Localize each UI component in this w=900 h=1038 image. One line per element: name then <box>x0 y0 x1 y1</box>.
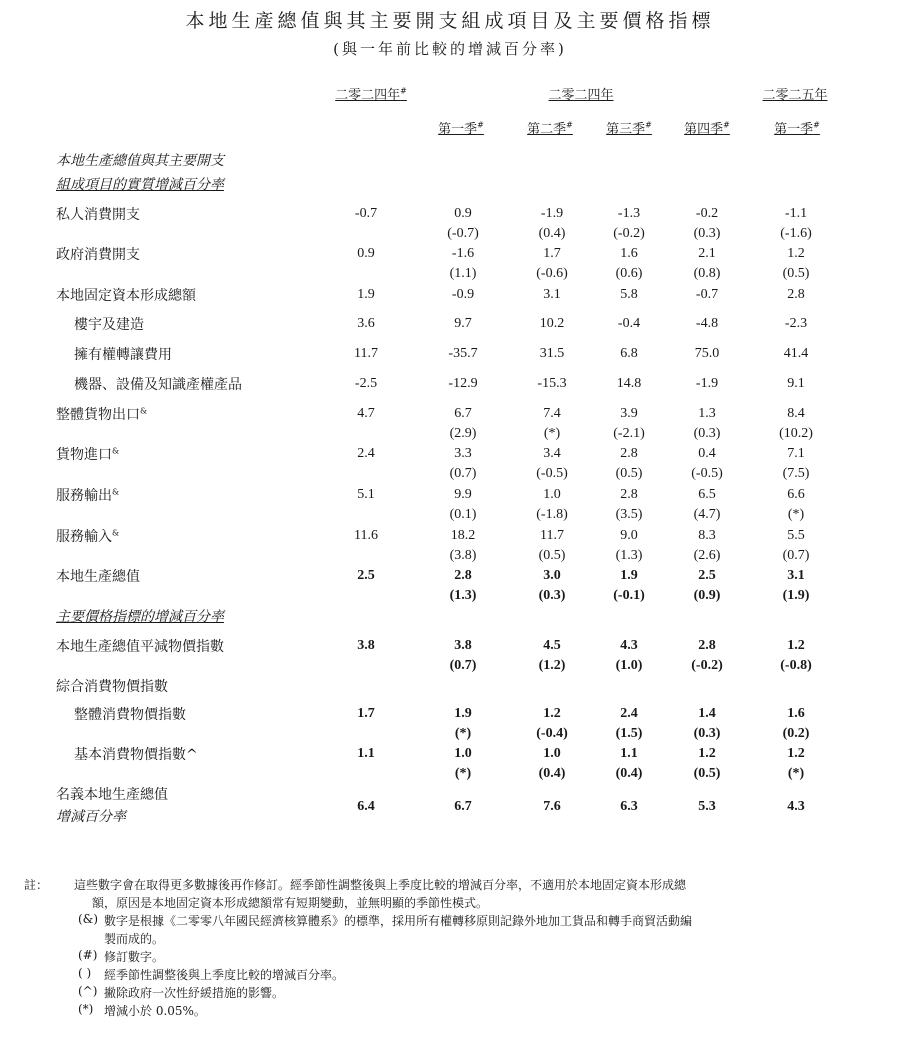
cell-quarter: 6.7 <box>454 799 472 814</box>
cell-qoq: (0.1) <box>449 507 477 522</box>
cell-quarter: -1.3 <box>617 206 641 221</box>
note-star: 增減小於 0.05%。 <box>104 1004 206 1018</box>
cell-quarter: 10.2 <box>539 316 565 331</box>
cell-qoq: (1.0) <box>615 658 643 673</box>
cell-qoq: (-0.7) <box>447 226 479 241</box>
cell-qoq: (2.6) <box>693 548 721 563</box>
cell-quarter: -15.3 <box>537 376 567 391</box>
cell-quarter: 2.8 <box>698 638 716 653</box>
cell-qoq: (0.5) <box>693 766 721 781</box>
cell-qoq: (0.7) <box>449 658 477 673</box>
cell-quarter: 3.1 <box>543 287 561 302</box>
cell-annual: 3.8 <box>357 638 375 653</box>
cell-quarter: 9.9 <box>454 487 472 502</box>
cell-quarter: 9.0 <box>620 528 638 543</box>
notes-heading: 註： <box>24 878 49 892</box>
cell-qoq: (3.5) <box>615 507 643 522</box>
cell-quarter: 1.6 <box>787 706 805 721</box>
cell-quarter: -1.6 <box>451 246 475 261</box>
cell-qoq: (*) <box>454 766 472 781</box>
cell-quarter: 2.8 <box>787 287 805 302</box>
cell-qoq: (-0.5) <box>536 466 568 481</box>
row-label-gdp-deflator: 本地生產總值平減物價指數 <box>56 639 224 655</box>
cell-qoq: (3.8) <box>449 548 477 563</box>
header-q4-2024: 第四季# <box>684 120 730 137</box>
note-hash: 修訂數字。 <box>104 950 165 964</box>
cell-quarter: -4.8 <box>695 316 719 331</box>
row-label-building-construction: 樓宇及建造 <box>74 317 144 333</box>
cell-quarter: 6.3 <box>620 799 638 814</box>
cell-annual: 6.4 <box>357 799 375 814</box>
cell-qoq: (-0.6) <box>536 266 568 281</box>
cell-quarter: 1.9 <box>620 568 638 583</box>
cell-quarter: 6.5 <box>698 487 716 502</box>
header-q2-2024: 第二季# <box>527 120 573 137</box>
note-amp-line2: 製而成的。 <box>104 932 165 946</box>
cell-quarter: 3.9 <box>620 406 638 421</box>
note-revision-line1: 這些數字會在取得更多數據後再作修訂。經季節性調整後與上季度比較的增減百分率，不適用於本地固定資本形成總 <box>74 878 687 892</box>
cell-quarter: 2.5 <box>698 568 716 583</box>
cell-qoq: (1.3) <box>615 548 643 563</box>
cell-quarter: -35.7 <box>448 346 478 361</box>
cell-quarter: 41.4 <box>783 346 809 361</box>
header-q1-2024: 第一季# <box>438 120 484 137</box>
cell-quarter: 1.2 <box>787 638 805 653</box>
cell-qoq: (-0.2) <box>691 658 723 673</box>
row-label-composite-cpi: 綜合消費物價指數 <box>56 679 168 695</box>
cell-quarter: 4.3 <box>620 638 638 653</box>
note-amp-line1: 數字是根據《二零零八年國民經濟核算體系》的標準，採用所有權轉移原則記錄外地加工貨品和轉手商貿活動編 <box>104 914 693 928</box>
cell-quarter: 1.2 <box>543 706 561 721</box>
cell-quarter: -2.3 <box>784 316 808 331</box>
cell-qoq: (*) <box>787 507 805 522</box>
cell-annual: -0.7 <box>354 206 378 221</box>
row-label-gdp: 本地生產總值 <box>56 569 140 585</box>
cell-annual: 1.1 <box>357 746 375 761</box>
header-2024-annual: 二零二四年# <box>335 86 407 103</box>
cell-annual: 4.7 <box>357 406 375 421</box>
cell-quarter: 2.8 <box>620 487 638 502</box>
cell-qoq: (0.4) <box>538 766 566 781</box>
cell-qoq: (7.5) <box>782 466 810 481</box>
cell-annual: 1.7 <box>357 706 375 721</box>
header-q3-2024: 第三季# <box>606 120 652 137</box>
cell-quarter: 7.1 <box>787 446 805 461</box>
cell-quarter: 2.8 <box>620 446 638 461</box>
page-subtitle: (與一年前比較的增減百分率) <box>333 40 567 58</box>
cell-quarter: 1.1 <box>620 746 638 761</box>
cell-quarter: 7.4 <box>543 406 561 421</box>
cell-qoq: (-0.4) <box>536 726 568 741</box>
cell-annual: 3.6 <box>357 316 375 331</box>
cell-quarter: 2.1 <box>698 246 716 261</box>
cell-qoq: (0.5) <box>615 466 643 481</box>
note-paren: 經季節性調整後與上季度比較的增減百分率。 <box>104 968 345 982</box>
cell-qoq: (-0.2) <box>613 226 645 241</box>
cell-qoq: (-1.8) <box>536 507 568 522</box>
cell-annual: -2.5 <box>354 376 378 391</box>
note-amp-mark: (&) <box>78 912 99 926</box>
cell-qoq: (-1.6) <box>780 226 812 241</box>
cell-qoq: (0.4) <box>615 766 643 781</box>
cell-qoq: (1.9) <box>782 588 810 603</box>
row-label-goods-imports: 貨物進口& <box>56 446 120 463</box>
cell-quarter: 1.6 <box>620 246 638 261</box>
cell-qoq: (0.4) <box>538 226 566 241</box>
cell-quarter: -1.9 <box>695 376 719 391</box>
row-label-machinery-ip: 機器、設備及知識產權產品 <box>74 377 242 393</box>
cell-qoq: (0.3) <box>693 226 721 241</box>
cell-qoq: (1.2) <box>538 658 566 673</box>
cell-annual: 2.4 <box>357 446 375 461</box>
cell-qoq: (0.8) <box>693 266 721 281</box>
cell-annual: 11.7 <box>354 346 378 361</box>
cell-quarter: -0.2 <box>695 206 719 221</box>
cell-quarter: 3.3 <box>454 446 472 461</box>
cell-qoq: (-2.1) <box>613 426 645 441</box>
section-heading-real-growth: 本地生產總值與其主要開支 組成項目的實質增減百分率 <box>56 153 224 193</box>
cell-quarter: 1.7 <box>543 246 561 261</box>
cell-quarter: 75.0 <box>694 346 720 361</box>
cell-qoq: (0.7) <box>449 466 477 481</box>
header-2024-group: 二零二四年 <box>548 88 614 103</box>
cell-qoq: (*) <box>454 726 472 741</box>
cell-qoq: (0.3) <box>693 426 721 441</box>
cell-qoq: (10.2) <box>779 426 813 441</box>
cell-annual: 0.9 <box>357 246 375 261</box>
cell-quarter: 1.0 <box>454 746 472 761</box>
cell-qoq: (0.3) <box>538 588 566 603</box>
cell-quarter: 6.6 <box>787 487 805 502</box>
cell-qoq: (-0.1) <box>613 588 645 603</box>
note-caret: 撇除政府一次性紓緩措施的影響。 <box>104 986 285 1000</box>
note-paren-mark: ( ) <box>78 966 92 980</box>
cell-quarter: 5.5 <box>787 528 805 543</box>
row-label-goods-exports: 整體貨物出口& <box>56 406 148 423</box>
cell-quarter: 5.3 <box>698 799 716 814</box>
cell-quarter: 1.3 <box>698 406 716 421</box>
cell-quarter: 7.6 <box>543 799 561 814</box>
cell-quarter: -12.9 <box>448 376 478 391</box>
cell-quarter: 3.1 <box>787 568 805 583</box>
row-label-gross-fixed-capital: 本地固定資本形成總額 <box>56 288 196 304</box>
cell-quarter: 11.7 <box>540 528 564 543</box>
cell-annual: 2.5 <box>357 568 375 583</box>
cell-qoq: (0.2) <box>782 726 810 741</box>
row-label-services-imports: 服務輸入& <box>56 528 120 545</box>
cell-quarter: 6.7 <box>454 406 472 421</box>
row-label-nominal-gdp: 名義本地生產總值 增減百分率 <box>56 787 168 825</box>
cell-qoq: (0.7) <box>782 548 810 563</box>
cell-quarter: 4.3 <box>787 799 805 814</box>
cell-quarter: -0.4 <box>617 316 641 331</box>
cell-qoq: (-0.8) <box>780 658 812 673</box>
cell-quarter: 1.2 <box>787 746 805 761</box>
cell-quarter: 14.8 <box>616 376 642 391</box>
cell-quarter: 0.4 <box>698 446 716 461</box>
cell-qoq: (*) <box>787 766 805 781</box>
cell-quarter: -0.9 <box>451 287 475 302</box>
cell-quarter: 1.0 <box>543 746 561 761</box>
cell-qoq: (0.5) <box>782 266 810 281</box>
row-label-headline-cpi: 整體消費物價指數 <box>74 707 186 723</box>
cell-quarter: 5.8 <box>620 287 638 302</box>
note-hash-mark: (#) <box>78 948 98 962</box>
header-2025-group: 二零二五年 <box>762 88 828 103</box>
cell-quarter: 4.5 <box>543 638 561 653</box>
cell-quarter: 1.4 <box>698 706 716 721</box>
section-heading-price-indicators: 主要價格指標的增減百分率 <box>56 609 224 625</box>
note-caret-mark: (^) <box>78 984 98 998</box>
cell-quarter: 8.4 <box>787 406 805 421</box>
note-revision-line2: 額，原因是本地固定資本形成總額常有短期變動，並無明顯的季節性模式。 <box>92 896 489 910</box>
row-label-services-exports: 服務輸出& <box>56 487 120 504</box>
cell-annual: 1.9 <box>357 287 375 302</box>
cell-quarter: 31.5 <box>539 346 565 361</box>
row-label-private-consumption: 私人消費開支 <box>56 207 140 223</box>
cell-annual: 11.6 <box>354 528 378 543</box>
cell-quarter: -1.9 <box>540 206 564 221</box>
row-label-government-consumption: 政府消費開支 <box>56 247 140 263</box>
cell-quarter: 9.1 <box>787 376 805 391</box>
cell-quarter: 3.4 <box>543 446 561 461</box>
row-label-ownership-transfer: 擁有權轉讓費用 <box>74 347 172 363</box>
cell-quarter: 1.9 <box>454 706 472 721</box>
cell-quarter: 18.2 <box>450 528 476 543</box>
cell-qoq: (-0.5) <box>691 466 723 481</box>
row-label-underlying-cpi: 基本消費物價指數^ <box>74 747 198 763</box>
cell-quarter: -1.1 <box>784 206 808 221</box>
cell-qoq: (0.9) <box>693 588 721 603</box>
cell-quarter: 2.8 <box>454 568 472 583</box>
cell-qoq: (0.5) <box>538 548 566 563</box>
cell-qoq: (4.7) <box>693 507 721 522</box>
cell-quarter: 3.0 <box>543 568 561 583</box>
cell-annual: 5.1 <box>357 487 375 502</box>
note-star-mark: (*) <box>78 1002 94 1016</box>
cell-quarter: 8.3 <box>698 528 716 543</box>
cell-qoq: (1.3) <box>449 588 477 603</box>
cell-qoq: (1.1) <box>449 266 477 281</box>
cell-quarter: 3.8 <box>454 638 472 653</box>
header-q1-2025: 第一季# <box>774 120 820 137</box>
cell-quarter: 1.2 <box>698 746 716 761</box>
cell-quarter: 1.2 <box>787 246 805 261</box>
page-title: 本地生產總值與其主要開支組成項目及主要價格指標 <box>185 10 715 32</box>
cell-quarter: -0.7 <box>695 287 719 302</box>
cell-qoq: (1.5) <box>615 726 643 741</box>
cell-qoq: (0.6) <box>615 266 643 281</box>
cell-quarter: 2.4 <box>620 706 638 721</box>
cell-quarter: 1.0 <box>543 487 561 502</box>
cell-qoq: (*) <box>543 426 561 441</box>
cell-quarter: 9.7 <box>454 316 472 331</box>
cell-quarter: 0.9 <box>454 206 472 221</box>
cell-quarter: 6.8 <box>620 346 638 361</box>
cell-qoq: (0.3) <box>693 726 721 741</box>
cell-qoq: (2.9) <box>449 426 477 441</box>
